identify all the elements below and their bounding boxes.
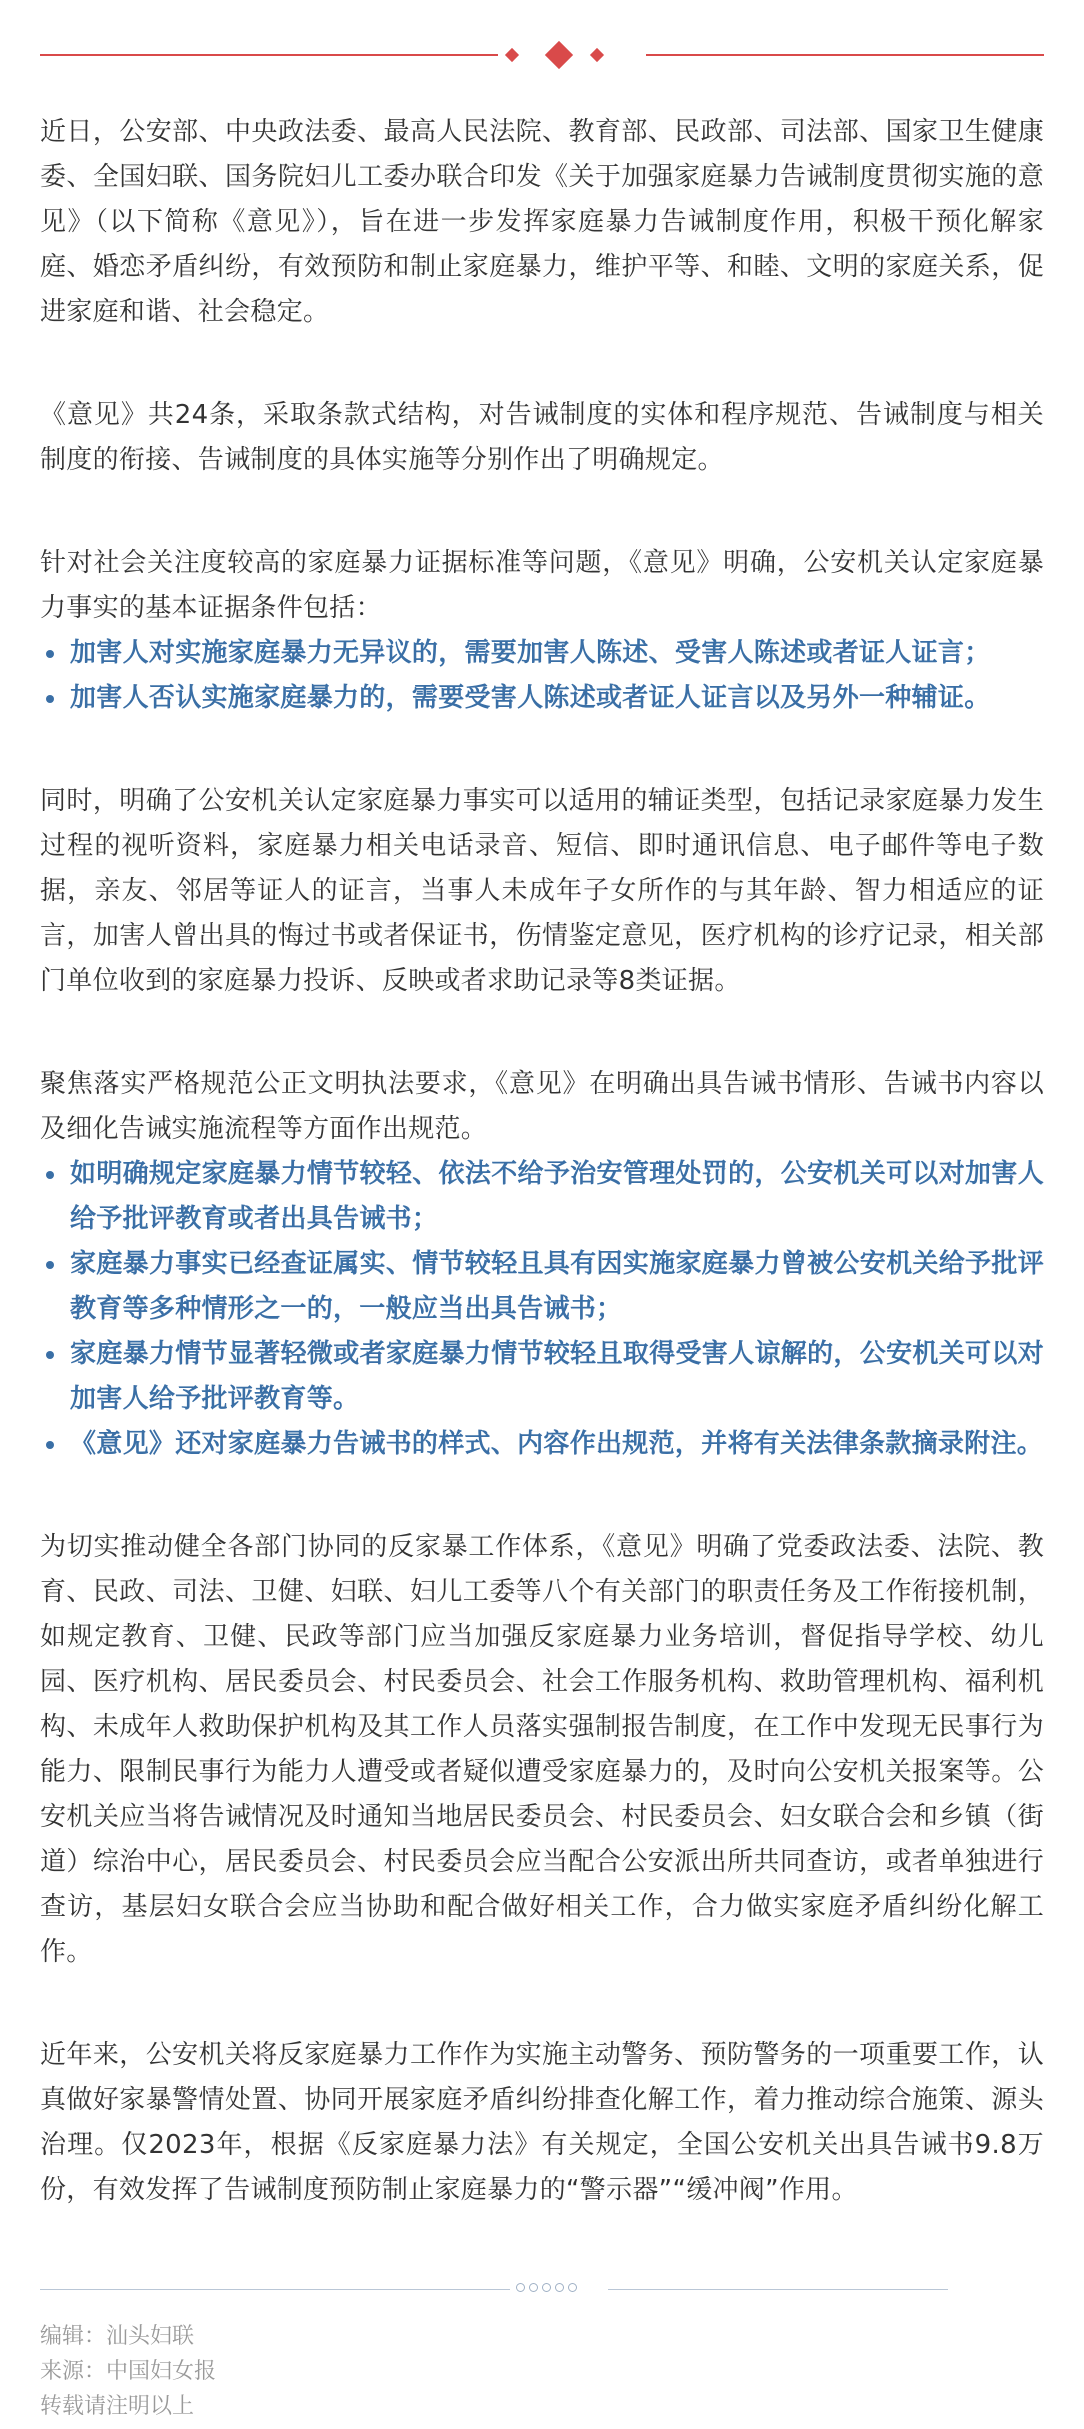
- evidence-conditions-list: [40, 631, 1044, 721]
- article-footer: [40, 2319, 1044, 2424]
- list-item: 家庭暴力情节显著轻微或者家庭暴力情节较轻且取得受害人谅解的，公安机关可以对加害人给予批评教育等。: [40, 1332, 1044, 1422]
- list-item: 家庭暴力事实已经查证属实、情节较轻且具有因实施家庭暴力曾被公安机关给予批评教育等多种情形之一的，一般应当出具告诫书；: [40, 1242, 1044, 1332]
- bullet-dot-icon: [46, 650, 54, 658]
- circle-icon: [529, 2283, 538, 2292]
- bullet-dot-icon: [46, 695, 54, 703]
- footer-source: 来源：中国妇女报: [40, 2359, 217, 2384]
- divider-line-right: [646, 54, 1044, 56]
- footer-editor: 编辑：汕头妇联: [40, 2324, 195, 2349]
- list-item: 加害人否认实施家庭暴力的，需要受害人陈述或者证人证言以及另外一种辅证。: [40, 676, 1044, 721]
- bullet-dot-icon: [46, 1441, 54, 1449]
- paragraph-auxiliary-evidence: 同时，明确了公安机关认定家庭暴力事实可以适用的辅证类型，包括记录家庭暴力发生过程的视听资料，家庭暴力相关电话录音、短信、即时通讯信息、电子邮件等电子数据，亲友、邻居等证人的证言，当事人未成年子女所作的与其年龄、智力相适应的证言，加害人曾出具的悔过书或者保证书，伤情鉴定意见，医疗机构的诊疗记录，相关部门单位收到的家庭暴力投诉、反映或者求助记录等8类证据。: [40, 786, 1044, 996]
- circle-icon: [542, 2283, 551, 2292]
- diamond-small-left-icon: [505, 48, 519, 62]
- bullet-dot-icon: [46, 1351, 54, 1359]
- bullet-dot-icon: [46, 1261, 54, 1269]
- paragraph-cooperation: 为切实推动健全各部门协同的反家暴工作体系，《意见》明确了党委政法委、法院、教育、民政、司法、卫健、妇联、妇儿工委等八个有关部门的职责任务及工作衔接机制，如规定教育、卫健、民政等部门应当加强反家庭暴力业务培训，督促指导学校、幼儿园、医疗机构、居民委员会、村民委员会、社会工作服务机构、救助管理机构、福利机构、未成年人救助保护机构及其工作人员落实强制报告制度，在工作中发现无民事行为能力、限制民事行为能力人遭受或者疑似遭受家庭暴力的，及时向公安机关报案等。公安机关应当将告诫情况及时通知当地居民委员会、村民委员会、妇女联合会和乡镇（街道）综治中心，居民委员会、村民委员会应当配合公安派出所共同查访，或者单独进行查访，基层妇女联合会应当协助和配合做好相关工作，合力做实家庭矛盾纠纷化解工作。: [40, 1532, 1044, 1967]
- top-decorative-divider: [40, 0, 1044, 110]
- divider-circles-icon: [516, 2283, 577, 2292]
- paragraph-results: 近年来，公安机关将反家庭暴力工作作为实施主动警务、预防警务的一项重要工作，认真做好家暴警情处置、协同开展家庭矛盾纠纷排查化解工作，着力推动综合施策、源头治理。仅2023年，根据《反家庭暴力法》有关规定，全国公安机关出具告诫书9.8万份，有效发挥了告诫制度预防制止家庭暴力的“警示器”“缓冲阀”作用。: [40, 2040, 1044, 2205]
- paragraph-evidence-intro: 针对社会关注度较高的家庭暴力证据标准等问题，《意见》明确，公安机关认定家庭暴力事实的基本证据条件包括：: [40, 548, 1044, 623]
- list-item: 加害人对实施家庭暴力无异议的，需要加害人陈述、受害人陈述或者证人证言；: [40, 631, 1044, 676]
- circle-icon: [555, 2283, 564, 2292]
- divider-line-left: [40, 2289, 510, 2290]
- bullet-dot-icon: [46, 1171, 54, 1179]
- list-item: 《意见》还对家庭暴力告诫书的样式、内容作出规范，并将有关法律条款摘录附注。: [40, 1422, 1044, 1467]
- bottom-decorative-divider: [40, 2275, 1044, 2305]
- footer-reprint-notice: 转载请注明以上: [40, 2394, 195, 2419]
- circle-icon: [516, 2283, 525, 2292]
- divider-line-right: [608, 2289, 948, 2290]
- divider-line-left: [40, 54, 498, 56]
- warning-rules-list: [40, 1152, 1044, 1467]
- paragraph-intro: 近日，公安部、中央政法委、最高人民法院、教育部、民政部、司法部、国家卫生健康委、全国妇联、国务院妇儿工委办联合印发《关于加强家庭暴力告诫制度贯彻实施的意见》（以下简称《意见》），旨在进一步发挥家庭暴力告诫制度作用，积极干预化解家庭、婚恋矛盾纠纷，有效预防和制止家庭暴力，维护平等、和睦、文明的家庭关系，促进家庭和谐、社会稳定。: [40, 117, 1044, 327]
- paragraph-enforcement: 聚焦落实严格规范公正文明执法要求，《意见》在明确出具告诫书情形、告诫书内容以及细化告诫实施流程等方面作出规范。: [40, 1069, 1044, 1144]
- paragraph-structure: 《意见》共24条，采取条款式结构，对告诫制度的实体和程序规范、告诫制度与相关制度的衔接、告诫制度的具体实施等分别作出了明确规定。: [40, 400, 1044, 475]
- list-item: 如明确规定家庭暴力情节较轻、依法不给予治安管理处罚的，公安机关可以对加害人给予批评教育或者出具告诫书；: [40, 1152, 1044, 1242]
- diamond-large-icon: [545, 41, 573, 69]
- diamond-small-right-icon: [590, 48, 604, 62]
- circle-icon: [568, 2283, 577, 2292]
